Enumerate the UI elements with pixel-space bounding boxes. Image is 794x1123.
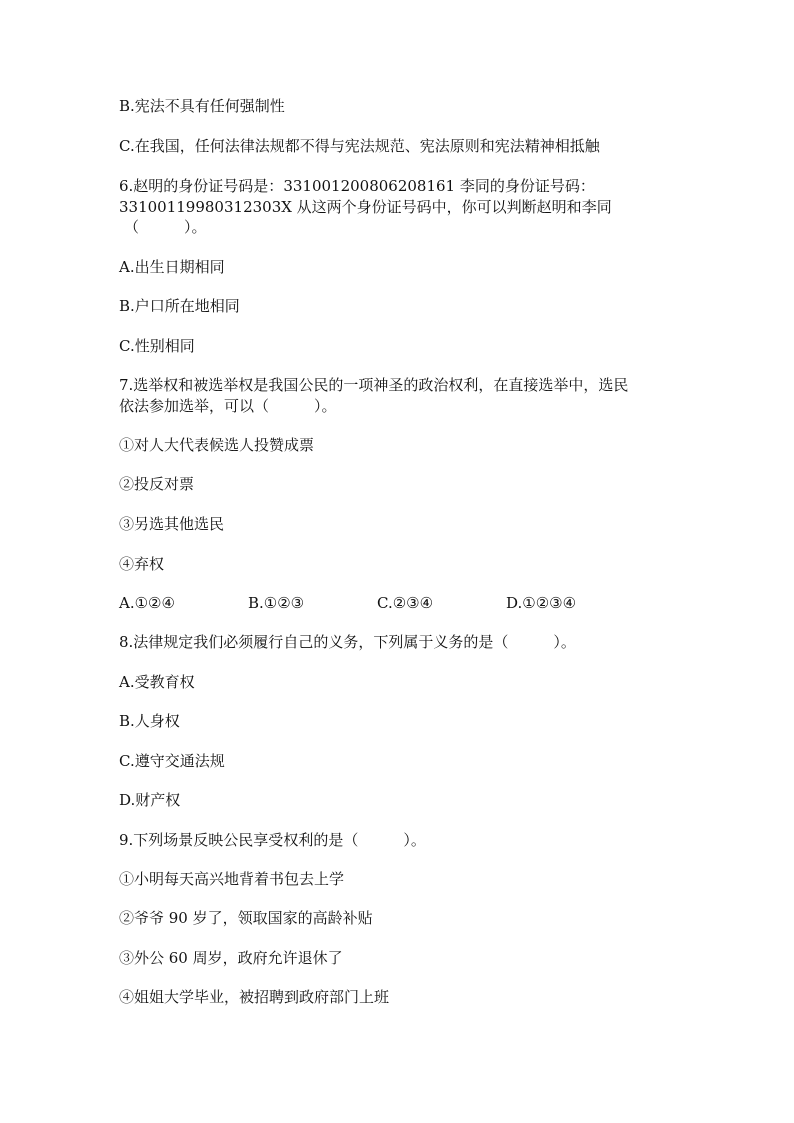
q8-option-b: B.人身权 (119, 712, 180, 730)
q6-option-a: A.出生日期相同 (119, 258, 225, 276)
q8-option-c: C.遵守交通法规 (119, 752, 225, 770)
q6-stem-line-2: 33100119980312303X 从这两个身份证号码中，你可以判断赵明和李同 (119, 198, 612, 216)
q7-option-c: C.②③④ (377, 594, 434, 612)
q7-item-3: ③另选其他选民 (119, 515, 225, 533)
q6-stem-line-1: 6.赵明的身份证号码是：331001200806208161 李同的身份证号码： (119, 177, 595, 195)
q8-stem: 8.法律规定我们必须履行自己的义务，下列属于义务的是（ ）。 (119, 633, 576, 651)
q7-option-a: A.①②④ (119, 594, 175, 612)
q7-item-2: ②投反对票 (119, 475, 195, 493)
q8-option-a: A.受教育权 (119, 673, 195, 691)
q5-option-c: C.在我国，任何法律法规都不得与宪法规范、宪法原则和宪法精神相抵触 (119, 137, 600, 155)
q7-item-4: ④弃权 (119, 555, 165, 573)
q7-option-d: D.①②③④ (506, 594, 577, 612)
q7-stem-line-1: 7.选举权和被选举权是我国公民的一项神圣的政治权利，在直接选举中，选民 (119, 376, 629, 394)
q5-option-b: B.宪法不具有任何强制性 (119, 97, 285, 115)
q9-item-3: ③外公 60 周岁，政府允许退休了 (119, 949, 343, 967)
q7-stem-line-2: 依法参加选举，可以（ ）。 (119, 397, 337, 415)
q7-item-1: ①对人大代表候选人投赞成票 (119, 436, 315, 454)
q9-stem: 9.下列场景反映公民享受权利的是（ ）。 (119, 831, 426, 849)
q6-stem-line-3: （ ）。 (124, 218, 207, 236)
q7-option-b: B.①②③ (248, 594, 305, 612)
q7-options-row (119, 593, 635, 613)
q6-option-c: C.性别相同 (119, 337, 195, 355)
q9-item-4: ④姐姐大学毕业，被招聘到政府部门上班 (119, 988, 390, 1006)
q9-item-1: ①小明每天高兴地背着书包去上学 (119, 870, 345, 888)
q6-option-b: B.户口所在地相同 (119, 297, 240, 315)
q8-option-d: D.财产权 (119, 791, 181, 809)
q9-item-2: ②爷爷 90 岁了，领取国家的高龄补贴 (119, 909, 373, 927)
